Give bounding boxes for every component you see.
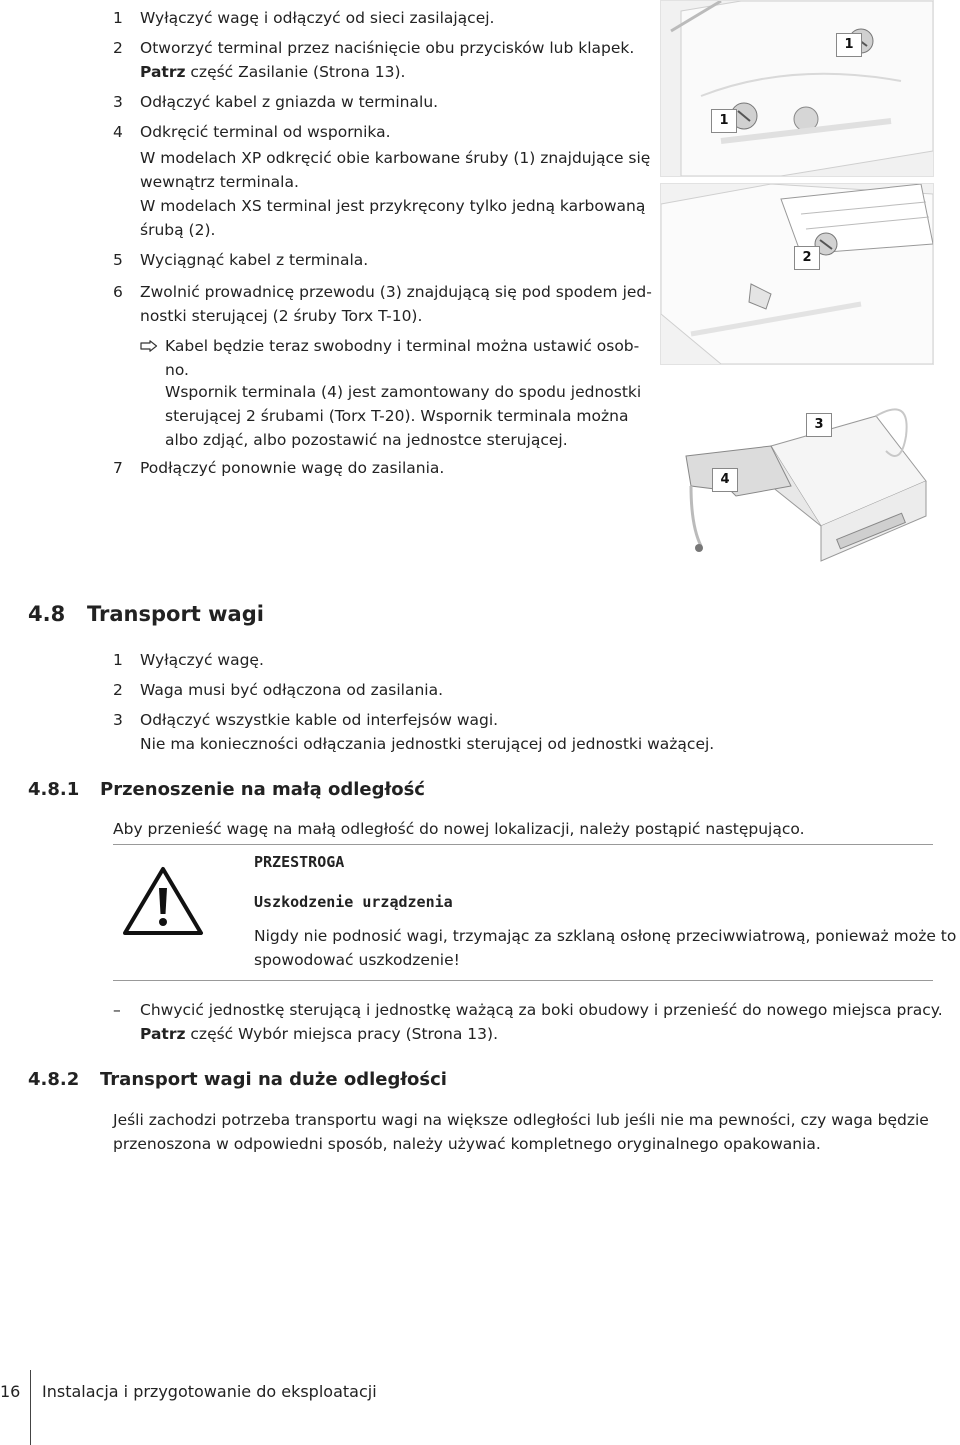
step-reference xyxy=(140,60,405,84)
bullet-reference xyxy=(140,1022,498,1046)
step-text: Waga musi być odłączona od zasilania. xyxy=(140,681,444,699)
page-number: 16 xyxy=(0,1382,21,1401)
warning-text: Nigdy nie podnosić wagi, trzymając za szklaną osłonę przeciwwiatrową, ponieważ może to xyxy=(254,927,957,945)
step-number: 3 xyxy=(113,93,123,111)
callout-label: 4 xyxy=(712,468,738,492)
step-detail: W modelach XP odkręcić obie karbowane śruby (1) znajdujące się xyxy=(140,149,651,167)
body-text: przenoszona w odpowiedni sposób, należy używać kompletnego oryginalnego opakowania. xyxy=(113,1135,821,1153)
step-number: 3 xyxy=(113,711,123,729)
step-detail: Nie ma konieczności odłączania jednostki sterującej od jednostki ważącej. xyxy=(140,735,715,753)
step-number: 1 xyxy=(113,651,123,669)
terminal-interior-illustration xyxy=(661,1,933,176)
subsection-title: Transport wagi na duże odległości xyxy=(100,1069,447,1090)
result-arrow-icon xyxy=(140,340,158,352)
step-detail: W modelach XS terminal jest przykręcony tylko jedną karbowaną xyxy=(140,197,646,215)
callout-label: 1 xyxy=(711,109,737,133)
bullet-dash: – xyxy=(113,1001,121,1019)
step-number: 5 xyxy=(113,251,123,269)
footer-divider xyxy=(30,1370,31,1445)
footer-title: Instalacja i przygotowanie do eksploatacji xyxy=(42,1382,377,1401)
step-number: 2 xyxy=(113,39,123,57)
terminal-xs-illustration xyxy=(661,184,933,364)
result-text: sterującej 2 śrubami (Torx T-20). Wspornik terminala można xyxy=(165,407,629,425)
step-text: Otworzyć terminal przez naciśnięcie obu przycisków lub klapek. xyxy=(140,39,635,57)
callout-label: 3 xyxy=(806,413,832,437)
body-text: Jeśli zachodzi potrzeba transportu wagi na większe odległości lub jeśli nie ma pewności, czy waga będzie xyxy=(113,1111,929,1129)
section-number: 4.8 xyxy=(28,602,66,626)
callout-label: 1 xyxy=(836,33,862,57)
terminal-bracket-illustration xyxy=(661,376,933,566)
warning-bottom-rule xyxy=(113,980,933,981)
step-text: Odłączyć kabel z gniazda w terminalu. xyxy=(140,93,439,111)
terminal-bracket-photo xyxy=(660,375,934,567)
terminal-xs-photo xyxy=(660,183,934,365)
step-number: 7 xyxy=(113,459,123,477)
ref-label: Patrz xyxy=(140,1025,186,1043)
subsection-title: Przenoszenie na małą odległość xyxy=(100,779,425,800)
step-number: 1 xyxy=(113,9,123,27)
step-text: Wyłączyć wagę i odłączyć od sieci zasilającej. xyxy=(140,9,495,27)
step-text: Wyłączyć wagę. xyxy=(140,651,264,669)
terminal-interior-photo xyxy=(660,0,934,177)
intro-text: Aby przenieść wagę na małą odległość do nowej lokalizacji, należy postąpić następująco. xyxy=(113,820,805,838)
bullet-text: Chwycić jednostkę sterującą i jednostkę ważącą za boki obudowy i przenieść do nowego miejsca pracy. xyxy=(140,1001,943,1019)
subsection-number: 4.8.1 xyxy=(28,779,80,800)
result-text: no. xyxy=(165,361,189,379)
result-text: albo zdjąć, albo pozostawić na jednostce sterującej. xyxy=(165,431,568,449)
step-number: 4 xyxy=(113,123,123,141)
warning-subheading: Uszkodzenie urządzenia xyxy=(254,893,453,911)
subsection-number: 4.8.2 xyxy=(28,1069,80,1090)
warning-top-rule xyxy=(113,844,933,845)
result-text: Wspornik terminala (4) jest zamontowany do spodu jednostki xyxy=(165,383,642,401)
ref-label: Patrz xyxy=(140,63,186,81)
warning-text: spowodować uszkodzenie! xyxy=(254,951,460,969)
section-title: Transport wagi xyxy=(87,602,264,626)
step-detail: nostki sterującej (2 śruby Torx T-10). xyxy=(140,307,423,325)
step-number: 6 xyxy=(113,283,123,301)
step-text: Odkręcić terminal od wspornika. xyxy=(140,123,391,141)
ref-text: część Zasilanie (Strona 13). xyxy=(185,63,406,81)
step-detail: wewnątrz terminala. xyxy=(140,173,299,191)
warning-triangle-icon xyxy=(122,866,204,936)
step-text: Odłączyć wszystkie kable od interfejsów wagi. xyxy=(140,711,499,729)
result-text: Kabel będzie teraz swobodny i terminal można ustawić osob- xyxy=(165,337,640,355)
step-text: Podłączyć ponownie wagę do zasilania. xyxy=(140,459,445,477)
step-text: Wyciągnąć kabel z terminala. xyxy=(140,251,369,269)
step-detail: śrubą (2). xyxy=(140,221,216,239)
callout-label: 2 xyxy=(794,246,820,270)
step-number: 2 xyxy=(113,681,123,699)
ref-text: część Wybór miejsca pracy (Strona 13). xyxy=(185,1025,499,1043)
step-text: Zwolnić prowadnicę przewodu (3) znajdującą się pod spodem jed- xyxy=(140,283,652,301)
warning-heading: PRZESTROGA xyxy=(254,853,345,871)
